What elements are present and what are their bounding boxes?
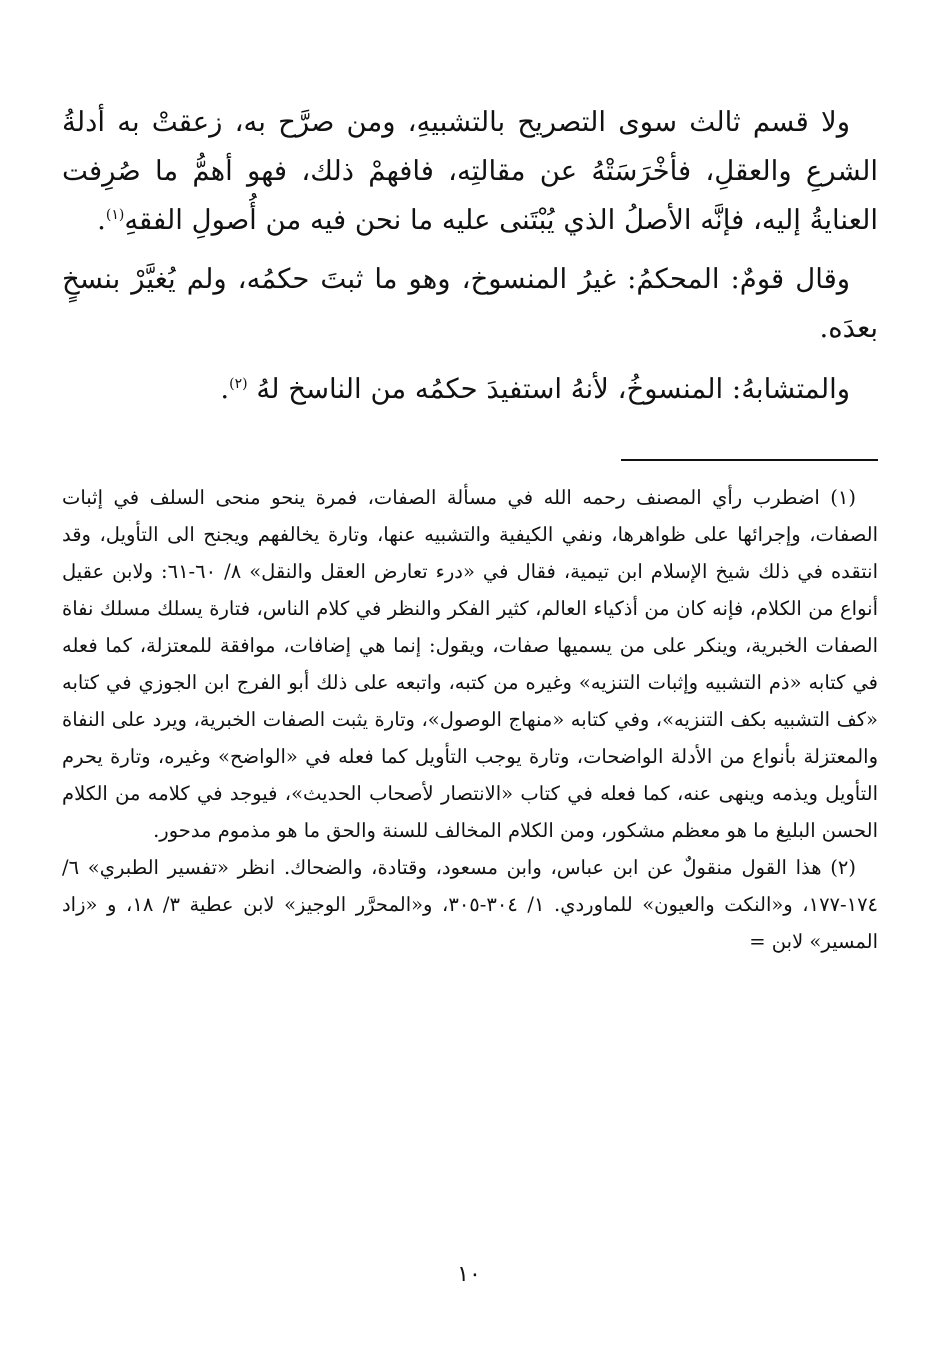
paragraph-muhkam: وقال قومٌ: المحكمُ: غيرُ المنسوخ، وهو ما ثبتَ حكمُه، ولم يُغيَّرْ بنسخٍ بعدَه. <box>62 263 878 344</box>
page-number: ١٠ <box>457 1262 481 1287</box>
paragraph-mutashabih <box>62 365 878 414</box>
paragraph-mutashabih-text: والمتشابهُ: المنسوخُ، لأنهُ استفيدَ حكمُه من الناسخ لهُ <box>256 373 850 405</box>
paragraph-tashbih <box>62 98 878 245</box>
footnote-1: (١) اضطرب رأي المصنف رحمه الله في مسألة الصفات، فمرة ينحو منحى السلف في إثبات الصفات، وإجرائها على ظواهرها، ونفي الكيفية والتشبيه عنها، وتارة يخالفهم ويجنح الى التأويل، وقد انتقده في ذلك شيخ الإسلام ابن تيمية، فقال في «درء تعارض العقل والنقل» ٨/ ٦٠-٦١: ولابن عقيل أنواع من الكلام، فإنه كان من أذكياء العالم، كثير الفكر والنظر في كلام الناس، فتارة يسلك مسلك نفاة الصفات الخبرية، وينكر على من يسميها صفات، ويقول: إنما هي إضافات، موافقة للمعتزلة، كما فعله في كتابه «ذم التشبيه وإثبات التنزيه» وغيره من كتبه، واتبعه على ذلك أبو الفرج ابن الجوزي في كتابه «كف التشبيه بكف التنزيه»، وفي كتابه «منهاج الوصول»، وتارة يثبت الصفات الخبرية، ويرد على النفاة والمعتزلة بأنواع من الأدلة الواضحات، وتارة يوجب التأويل كما فعله في «الواضح» وغيره، وتارة يحرم التأويل ويذمه وينهى عنه، كما فعله في كتاب «الانتصار لأصحاب الحديث»، فيوجد في كلامه من الكلام الحسن البليغ ما هو معظم مشكور، ومن الكلام المخالف للسنة والحق ما هو مذموم مدحور. <box>62 486 878 842</box>
footnote-2: (٢) هذا القول منقولٌ عن ابن عباس، وابن مسعود، وقتادة، والضحاك. انظر «تفسير الطبري» ٦/ ١٧٤-١٧٧، و«النكت والعيون» للماوردي. ١/ ٣٠٤-٣٠٥، و«المحرَّر الوجيز» لابن عطية ٣/ ١٨، و «زاد المسير» لابن = <box>62 856 879 953</box>
page-body <box>62 98 878 960</box>
footnote-ref-2[interactable]: (٢) <box>229 375 248 392</box>
footnote-separator <box>621 459 878 461</box>
main-text <box>62 98 878 414</box>
paragraph-tashbih-period: . <box>97 204 106 236</box>
footnote-ref-1[interactable]: (١) <box>105 206 125 223</box>
paragraph-tashbih-text: ولا قسم ثالث سوى التصريح بالتشبيهِ، ومن صرَّح به، زعقتْ به أدلةُ الشرعِ والعقلِ، فأخْرَسَتْهُ عن مقالتِه، فافهمْ ذلك، فهو أهمُّ ما صُرِفت العنايةُ إليه، فإنَّه الأصلُ الذي يُبْتَنى عليه ما نحن فيه من أُصولِ الفقهِ <box>62 106 878 236</box>
paragraph-mutashabih-period: . <box>220 373 230 405</box>
footnotes <box>62 479 878 960</box>
